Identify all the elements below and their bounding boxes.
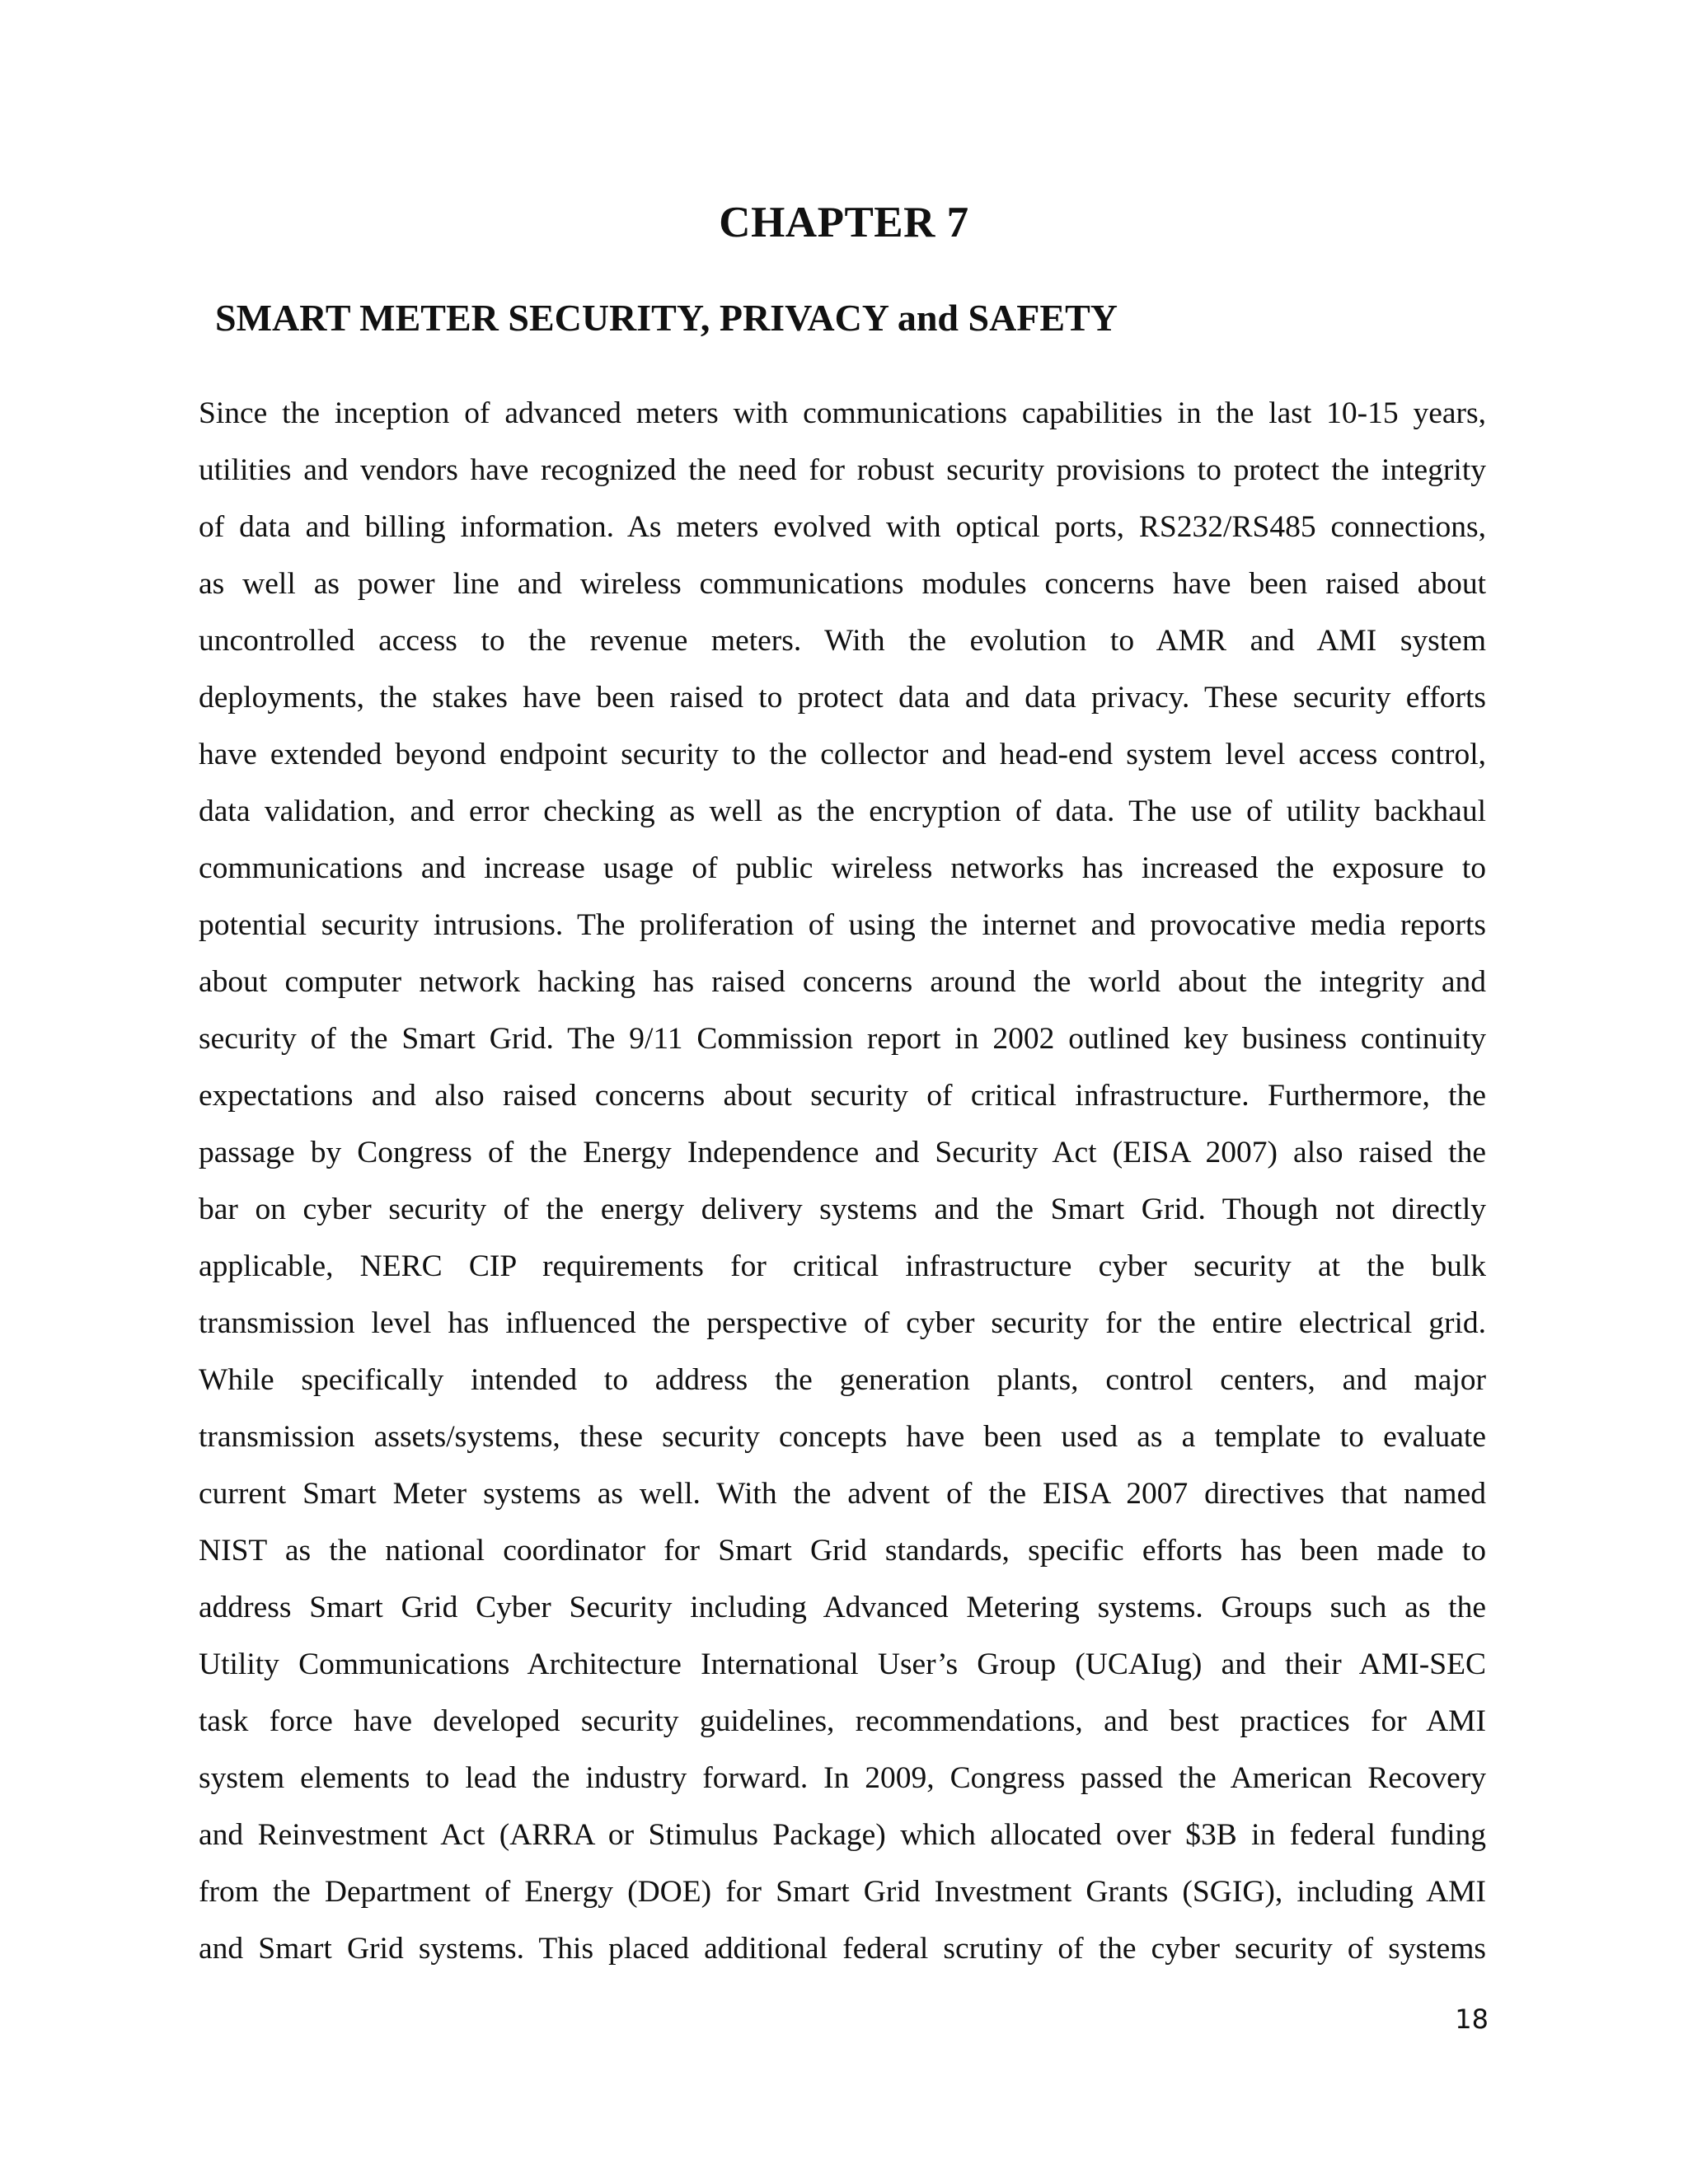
body-line: of data and billing information. As meters evolved with optical ports, RS232/RS485 connections, — [199, 510, 1486, 544]
body-line: potential security intrusions. The proliferation of using the internet and provocative media reports — [199, 908, 1486, 942]
body-line: passage by Congress of the Energy Independence and Security Act (EISA 2007) also raised the — [199, 1136, 1486, 1169]
body-line: from the Department of Energy (DOE) for Smart Grid Investment Grants (SGIG), including AMI — [199, 1875, 1486, 1909]
page-number: 18 — [1455, 2004, 1489, 2035]
body-line: current Smart Meter systems as well. With the advent of the EISA 2007 directives that named — [199, 1477, 1486, 1511]
body-paragraph — [199, 385, 1486, 1977]
body-line: While specifically intended to address the generation plants, control centers, and major — [199, 1363, 1486, 1397]
body-line: Since the inception of advanced meters with communications capabilities in the last 10-15 years, — [199, 396, 1486, 430]
chapter-title: SMART METER SECURITY, PRIVACY and SAFETY — [215, 297, 1118, 339]
body-line: security of the Smart Grid. The 9/11 Commission report in 2002 outlined key business continuity — [199, 1022, 1486, 1056]
chapter-heading: CHAPTER 7 — [719, 199, 969, 246]
body-line: address Smart Grid Cyber Security including Advanced Metering systems. Groups such as the — [199, 1591, 1486, 1624]
body-line: bar on cyber security of the energy delivery systems and the Smart Grid. Though not directly — [199, 1193, 1486, 1226]
body-line: uncontrolled access to the revenue meters. With the evolution to AMR and AMI system — [199, 624, 1486, 658]
body-line: and Reinvestment Act (ARRA or Stimulus Package) which allocated over $3B in federal funding — [199, 1818, 1486, 1852]
body-line: NIST as the national coordinator for Smart Grid standards, specific efforts has been made to — [199, 1534, 1486, 1568]
body-line: utilities and vendors have recognized the need for robust security provisions to protect the integrity — [199, 453, 1486, 487]
body-line: Utility Communications Architecture International User’s Group (UCAIug) and their AMI-SEC — [199, 1647, 1486, 1681]
body-line: task force have developed security guidelines, recommendations, and best practices for AMI — [199, 1704, 1486, 1738]
body-line: and Smart Grid systems. This placed additional federal scrutiny of the cyber security of systems — [199, 1932, 1486, 1966]
body-line: applicable, NERC CIP requirements for critical infrastructure cyber security at the bulk — [199, 1249, 1486, 1283]
body-line: have extended beyond endpoint security to the collector and head-end system level access control, — [199, 738, 1486, 771]
body-line: communications and increase usage of public wireless networks has increased the exposure to — [199, 851, 1486, 885]
body-line: as well as power line and wireless communications modules concerns have been raised about — [199, 567, 1486, 601]
body-line: deployments, the stakes have been raised to protect data and data privacy. These security efforts — [199, 681, 1486, 715]
body-line: about computer network hacking has raised concerns around the world about the integrity and — [199, 965, 1486, 999]
body-line: transmission assets/systems, these security concepts have been used as a template to evaluate — [199, 1420, 1486, 1454]
body-line: expectations and also raised concerns about security of critical infrastructure. Furthermore, the — [199, 1079, 1486, 1113]
body-line: transmission level has influenced the perspective of cyber security for the entire electrical grid. — [199, 1306, 1486, 1340]
body-line: system elements to lead the industry forward. In 2009, Congress passed the American Recovery — [199, 1761, 1486, 1795]
body-line: data validation, and error checking as well as the encryption of data. The use of utility backhaul — [199, 794, 1486, 828]
